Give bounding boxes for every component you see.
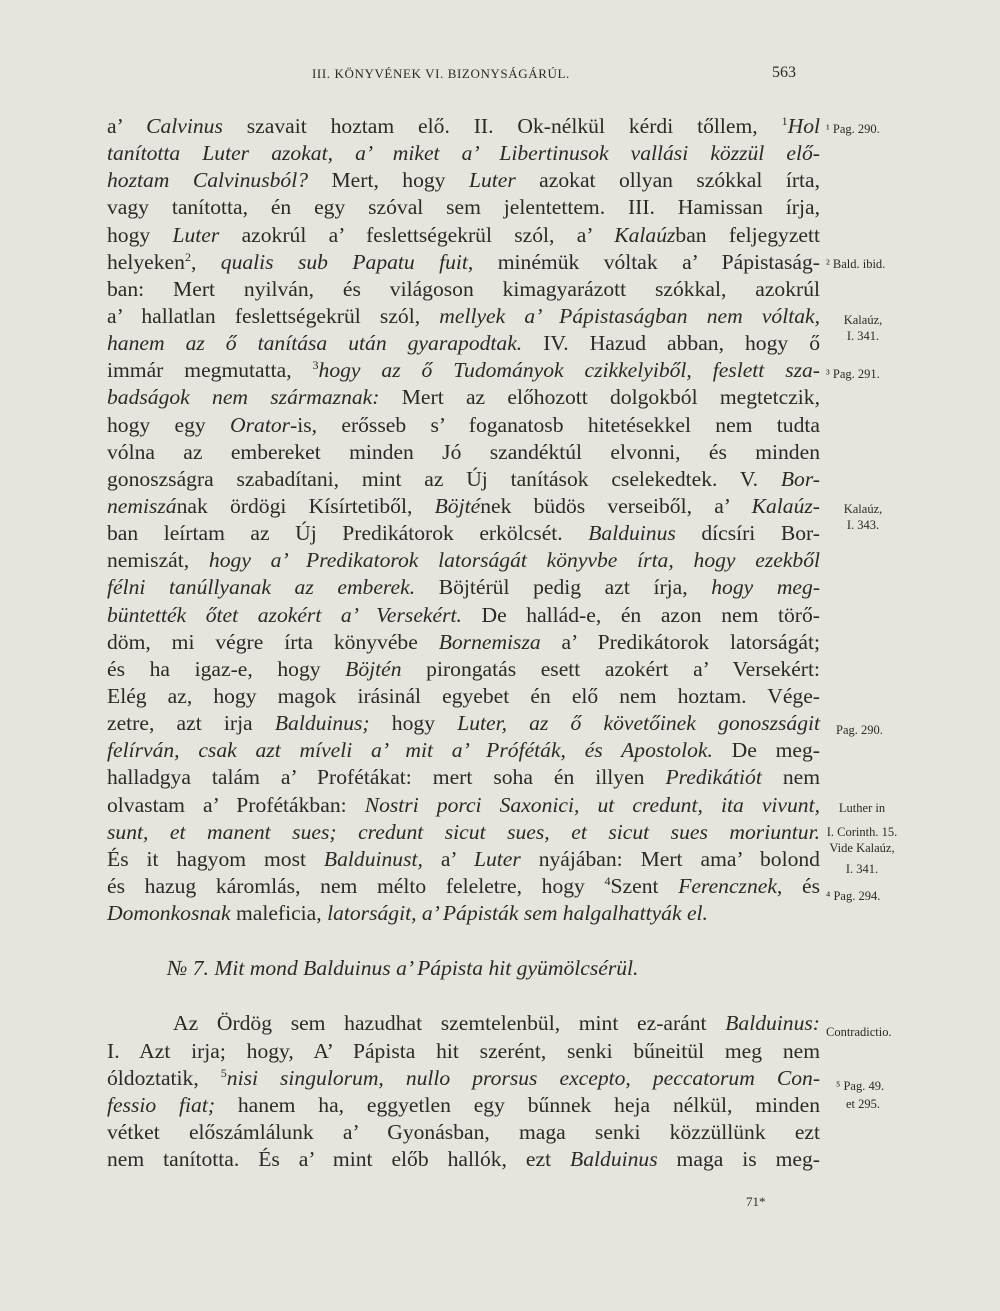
text-line: büntették őtet azokért a’ Versekért. De hallád-e, én azon nem törő- bbox=[107, 602, 820, 627]
text-line: döm, mi végre írta könyvébe Bornemisza a’ Predikátorok latorságát; bbox=[107, 629, 820, 654]
text-line: és hazug káromlás, nem mélto feleletre, hogy $^4$Szent Ferencznek, és bbox=[107, 873, 821, 898]
margin-note: Vide Kalaúz, bbox=[829, 841, 895, 855]
text-line: a’ Calvinus szavait hoztam elő. II. Ok-nélkül kérdi tőllem, $^1$Hol bbox=[107, 114, 820, 138]
text-line: felírván, csak azt míveli a’ mit a’ Próféták, és Apostolok. De meg- bbox=[107, 738, 820, 763]
text-line: óldoztatik, $^5$nisi singulorum, nullo prorsus excepto, peccatorum Con- bbox=[107, 1065, 821, 1090]
margin-note: I. 341. bbox=[846, 329, 880, 343]
margin-note: ⁴ Pag. 294. bbox=[826, 889, 881, 903]
text-line: immár megmutatta, $^3$hogy az ő Tudományok czikkelyiből, feslett sza- bbox=[107, 358, 820, 383]
text-line: hogy egy Orator-is, erősseb s’ foganatosb hitetésekkel nem tudta bbox=[107, 412, 820, 437]
spacer bbox=[107, 927, 820, 955]
margin-note: Contradictio. bbox=[826, 1025, 892, 1039]
text-line: fessio fiat; hanem ha, eggyetlen egy bűnnek heja nélkül, minden bbox=[107, 1092, 820, 1117]
text-line: hanem az ő tanítása után gyarapodtak. IV. Hazud abban, hogy ő bbox=[107, 331, 820, 356]
text-line: badságok nem származnak: Mert az előhozott dolgokból megtetczik, bbox=[107, 385, 820, 410]
text-line: nemiszát, hogy a’ Predikatorok latorságát könyvbe írta, hogy ezekből bbox=[107, 548, 821, 573]
text-line: Az Ördög sem hazudhat szemtelenbül, mint ez-aránt Balduinus: bbox=[173, 1011, 820, 1036]
main-text bbox=[107, 113, 820, 1173]
text-line: ban leírtam az Új Predikátorok erkölcsét. Balduinus dícsíri Bor- bbox=[107, 521, 820, 546]
text-line: a’ hallatlan feslettségekrül szól, mellyek a’ Pápistaságban nem vóltak, bbox=[107, 303, 820, 328]
text-line: félni tanúllyanak az emberek. Böjtérül pedig azt írja, hogy meg- bbox=[107, 575, 821, 600]
margin-note: ¹ Pag. 290. bbox=[826, 122, 880, 136]
section-heading: № 7. Mit mond Balduinus a’ Pápista hit gyümölcsérül. bbox=[167, 956, 639, 981]
margin-note: ³ Pag. 291. bbox=[826, 367, 880, 381]
text-line: vétket előszámlálunk a’ Gyonásban, maga senki közzüllünk ezt bbox=[107, 1119, 820, 1144]
margin-note: I. 343. bbox=[846, 518, 880, 532]
margin-note: Pag. 290. bbox=[836, 723, 883, 737]
text-line: vagy tanította, én egy szóval sem jelentettem. III. Hamissan írja, bbox=[107, 195, 820, 220]
text-line: Elég az, hogy magok irásinál egyebet én elő nem hoztam. Vége- bbox=[107, 683, 820, 708]
margin-note: I. Corinth. 15. bbox=[826, 825, 898, 839]
signature-mark: 71* bbox=[746, 1194, 766, 1209]
text-line: gonoszságra szabadítani, mint az Új tanítások cselekedtek. V. Bor- bbox=[107, 466, 820, 491]
spacer bbox=[107, 982, 820, 1010]
text-line: nem tanította. És a’ mint előb hallók, ezt Balduinus maga is meg- bbox=[107, 1147, 820, 1172]
margin-note: Kalaúz, bbox=[843, 313, 883, 327]
text-line: I. Azt irja; hogy, A’ Pápista hit szerént, senki bűneitül meg nem bbox=[107, 1038, 820, 1063]
running-head: III. KÖNYVÉNEK VI. BIZONYSÁGÁRÚL. bbox=[312, 66, 570, 81]
text-line: sunt, et manent sues; credunt sicut sues, et sicut sues moriuntur. bbox=[107, 819, 820, 844]
text-line: hogy Luter azokrúl a’ feslettségekrül szól, a’ Kalaúzban feljegyzett bbox=[107, 222, 820, 247]
text-line: nemiszának ördögi Kísírtetiből, Böjtének büdös verseiből, a’ Kalaúz- bbox=[107, 493, 820, 518]
text-line: Domonkosnak maleficia, latorságit, a’ Pápisták sem halgalhattyák el. bbox=[107, 901, 708, 926]
margin-note: I. 341. bbox=[845, 862, 879, 876]
text-line: halladgya talám a’ Profétákat: mert soha én illyen Predikátiót nem bbox=[107, 765, 820, 790]
text-line: helyeken$^2$, qualis sub Papatu fuit, minémük vóltak a’ Pápistaság- bbox=[107, 249, 820, 274]
text-line: És it hagyom most Balduinust, a’ Luter nyájában: Mert ama’ bolond bbox=[107, 846, 820, 871]
text-line: és ha igaz-e, hogy Böjtén pirongatás esett azokért a’ Versekért: bbox=[107, 656, 820, 681]
text-line: tanította Luter azokat, a’ miket a’ Libertinusok vallási közzül elő- bbox=[107, 141, 820, 166]
margin-note: ² Bald. ibid. bbox=[826, 257, 886, 271]
margin-note: ⁵ Pag. 49. bbox=[836, 1079, 885, 1093]
text-line: vólna az embereket minden Jó szandéktúl elvonni, és minden bbox=[107, 439, 820, 464]
margin-note: et 295. bbox=[846, 1097, 881, 1111]
text-line: hoztam Calvinusból? Mert, hogy Luter azokat ollyan szókkal írta, bbox=[107, 168, 820, 193]
page-number: 563 bbox=[772, 64, 796, 81]
text-line: zetre, azt irja Balduinus; hogy Luter, az ő követőinek gonoszságit bbox=[107, 711, 821, 736]
text-line: olvastam a’ Profétákban: Nostri porci Saxonici, ut credunt, ita vivunt, bbox=[107, 792, 820, 817]
margin-note: Kalaúz, bbox=[843, 502, 883, 516]
margin-note: Luther in bbox=[838, 801, 886, 815]
text-line: ban: Mert nyilván, és világoson kimagyarázott szókkal, azokrúl bbox=[107, 276, 820, 301]
